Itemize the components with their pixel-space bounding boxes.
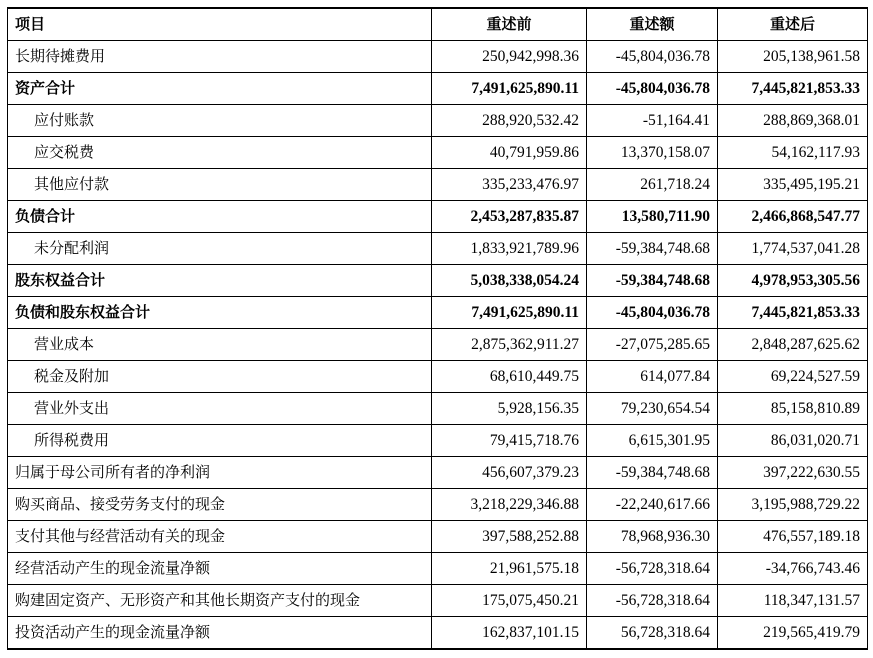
row-value-after: 219,565,419.79	[718, 617, 868, 650]
row-value-before: 7,491,625,890.11	[432, 73, 587, 105]
row-value-after: 476,557,189.18	[718, 521, 868, 553]
row-value-after: 4,978,953,305.56	[718, 265, 868, 297]
row-value-after: 3,195,988,729.22	[718, 489, 868, 521]
row-label: 经营活动产生的现金流量净额	[8, 553, 432, 585]
row-value-before: 5,928,156.35	[432, 393, 587, 425]
row-value-change: 79,230,654.54	[587, 393, 718, 425]
row-value-before: 288,920,532.42	[432, 105, 587, 137]
row-label: 股东权益合计	[8, 265, 432, 297]
table-row	[8, 137, 868, 169]
row-value-before: 3,218,229,346.88	[432, 489, 587, 521]
header-before: 重述前	[432, 8, 587, 41]
row-label: 应交税费	[8, 137, 432, 169]
row-label: 支付其他与经营活动有关的现金	[8, 521, 432, 553]
row-value-change: -45,804,036.78	[587, 297, 718, 329]
row-label: 所得税费用	[8, 425, 432, 457]
row-value-change: 13,370,158.07	[587, 137, 718, 169]
row-value-before: 335,233,476.97	[432, 169, 587, 201]
row-value-before: 5,038,338,054.24	[432, 265, 587, 297]
row-value-change: -59,384,748.68	[587, 457, 718, 489]
row-value-before: 21,961,575.18	[432, 553, 587, 585]
table-row	[8, 617, 868, 650]
row-value-after: 7,445,821,853.33	[718, 73, 868, 105]
header-change: 重述额	[587, 8, 718, 41]
table-row	[8, 265, 868, 297]
table-row	[8, 297, 868, 329]
row-label: 购买商品、接受劳务支付的现金	[8, 489, 432, 521]
row-value-before: 1,833,921,789.96	[432, 233, 587, 265]
row-value-change: -51,164.41	[587, 105, 718, 137]
row-label: 其他应付款	[8, 169, 432, 201]
row-value-after: 85,158,810.89	[718, 393, 868, 425]
row-label: 负债和股东权益合计	[8, 297, 432, 329]
row-value-after: 288,869,368.01	[718, 105, 868, 137]
row-value-after: 397,222,630.55	[718, 457, 868, 489]
row-value-before: 7,491,625,890.11	[432, 297, 587, 329]
row-label: 投资活动产生的现金流量净额	[8, 617, 432, 650]
table-row	[8, 201, 868, 233]
row-value-change: -22,240,617.66	[587, 489, 718, 521]
row-value-change: 6,615,301.95	[587, 425, 718, 457]
table-row	[8, 489, 868, 521]
row-value-after: 86,031,020.71	[718, 425, 868, 457]
header-item: 项目	[8, 8, 432, 41]
table-row	[8, 329, 868, 361]
row-value-before: 79,415,718.76	[432, 425, 587, 457]
row-value-after: 1,774,537,041.28	[718, 233, 868, 265]
row-value-after: 69,224,527.59	[718, 361, 868, 393]
table-row	[8, 233, 868, 265]
row-value-after: 54,162,117.93	[718, 137, 868, 169]
table-row	[8, 169, 868, 201]
row-label: 购建固定资产、无形资产和其他长期资产支付的现金	[8, 585, 432, 617]
row-value-change: 13,580,711.90	[587, 201, 718, 233]
row-value-before: 397,588,252.88	[432, 521, 587, 553]
row-value-after: 335,495,195.21	[718, 169, 868, 201]
header-after: 重述后	[718, 8, 868, 41]
row-value-before: 456,607,379.23	[432, 457, 587, 489]
row-value-before: 68,610,449.75	[432, 361, 587, 393]
row-label: 负债合计	[8, 201, 432, 233]
row-value-change: -56,728,318.64	[587, 585, 718, 617]
row-value-before: 250,942,998.36	[432, 41, 587, 73]
table-row	[8, 105, 868, 137]
table-row	[8, 425, 868, 457]
row-value-after: 2,848,287,625.62	[718, 329, 868, 361]
row-label: 归属于母公司所有者的净利润	[8, 457, 432, 489]
row-value-after: 205,138,961.58	[718, 41, 868, 73]
row-value-change: -59,384,748.68	[587, 233, 718, 265]
table-row	[8, 361, 868, 393]
row-value-change: -45,804,036.78	[587, 41, 718, 73]
row-value-after: -34,766,743.46	[718, 553, 868, 585]
row-value-change: -59,384,748.68	[587, 265, 718, 297]
table-row	[8, 457, 868, 489]
header-row	[8, 8, 868, 41]
row-value-after: 118,347,131.57	[718, 585, 868, 617]
row-value-after: 7,445,821,853.33	[718, 297, 868, 329]
row-value-before: 2,875,362,911.27	[432, 329, 587, 361]
table-row	[8, 73, 868, 105]
row-label: 税金及附加	[8, 361, 432, 393]
row-label: 营业外支出	[8, 393, 432, 425]
table-row	[8, 585, 868, 617]
row-label: 营业成本	[8, 329, 432, 361]
row-value-change: -45,804,036.78	[587, 73, 718, 105]
row-value-change: 78,968,936.30	[587, 521, 718, 553]
row-value-change: 261,718.24	[587, 169, 718, 201]
row-value-before: 2,453,287,835.87	[432, 201, 587, 233]
table-row	[8, 393, 868, 425]
row-label: 未分配利润	[8, 233, 432, 265]
row-value-change: 614,077.84	[587, 361, 718, 393]
table-row	[8, 553, 868, 585]
row-value-change: -56,728,318.64	[587, 553, 718, 585]
table-row	[8, 521, 868, 553]
row-label: 应付账款	[8, 105, 432, 137]
row-label: 资产合计	[8, 73, 432, 105]
row-value-after: 2,466,868,547.77	[718, 201, 868, 233]
row-value-before: 40,791,959.86	[432, 137, 587, 169]
row-value-before: 162,837,101.15	[432, 617, 587, 650]
row-label: 长期待摊费用	[8, 41, 432, 73]
table-row	[8, 41, 868, 73]
row-value-before: 175,075,450.21	[432, 585, 587, 617]
row-value-change: 56,728,318.64	[587, 617, 718, 650]
restatement-table	[7, 7, 868, 650]
row-value-change: -27,075,285.65	[587, 329, 718, 361]
table-body	[8, 41, 868, 650]
